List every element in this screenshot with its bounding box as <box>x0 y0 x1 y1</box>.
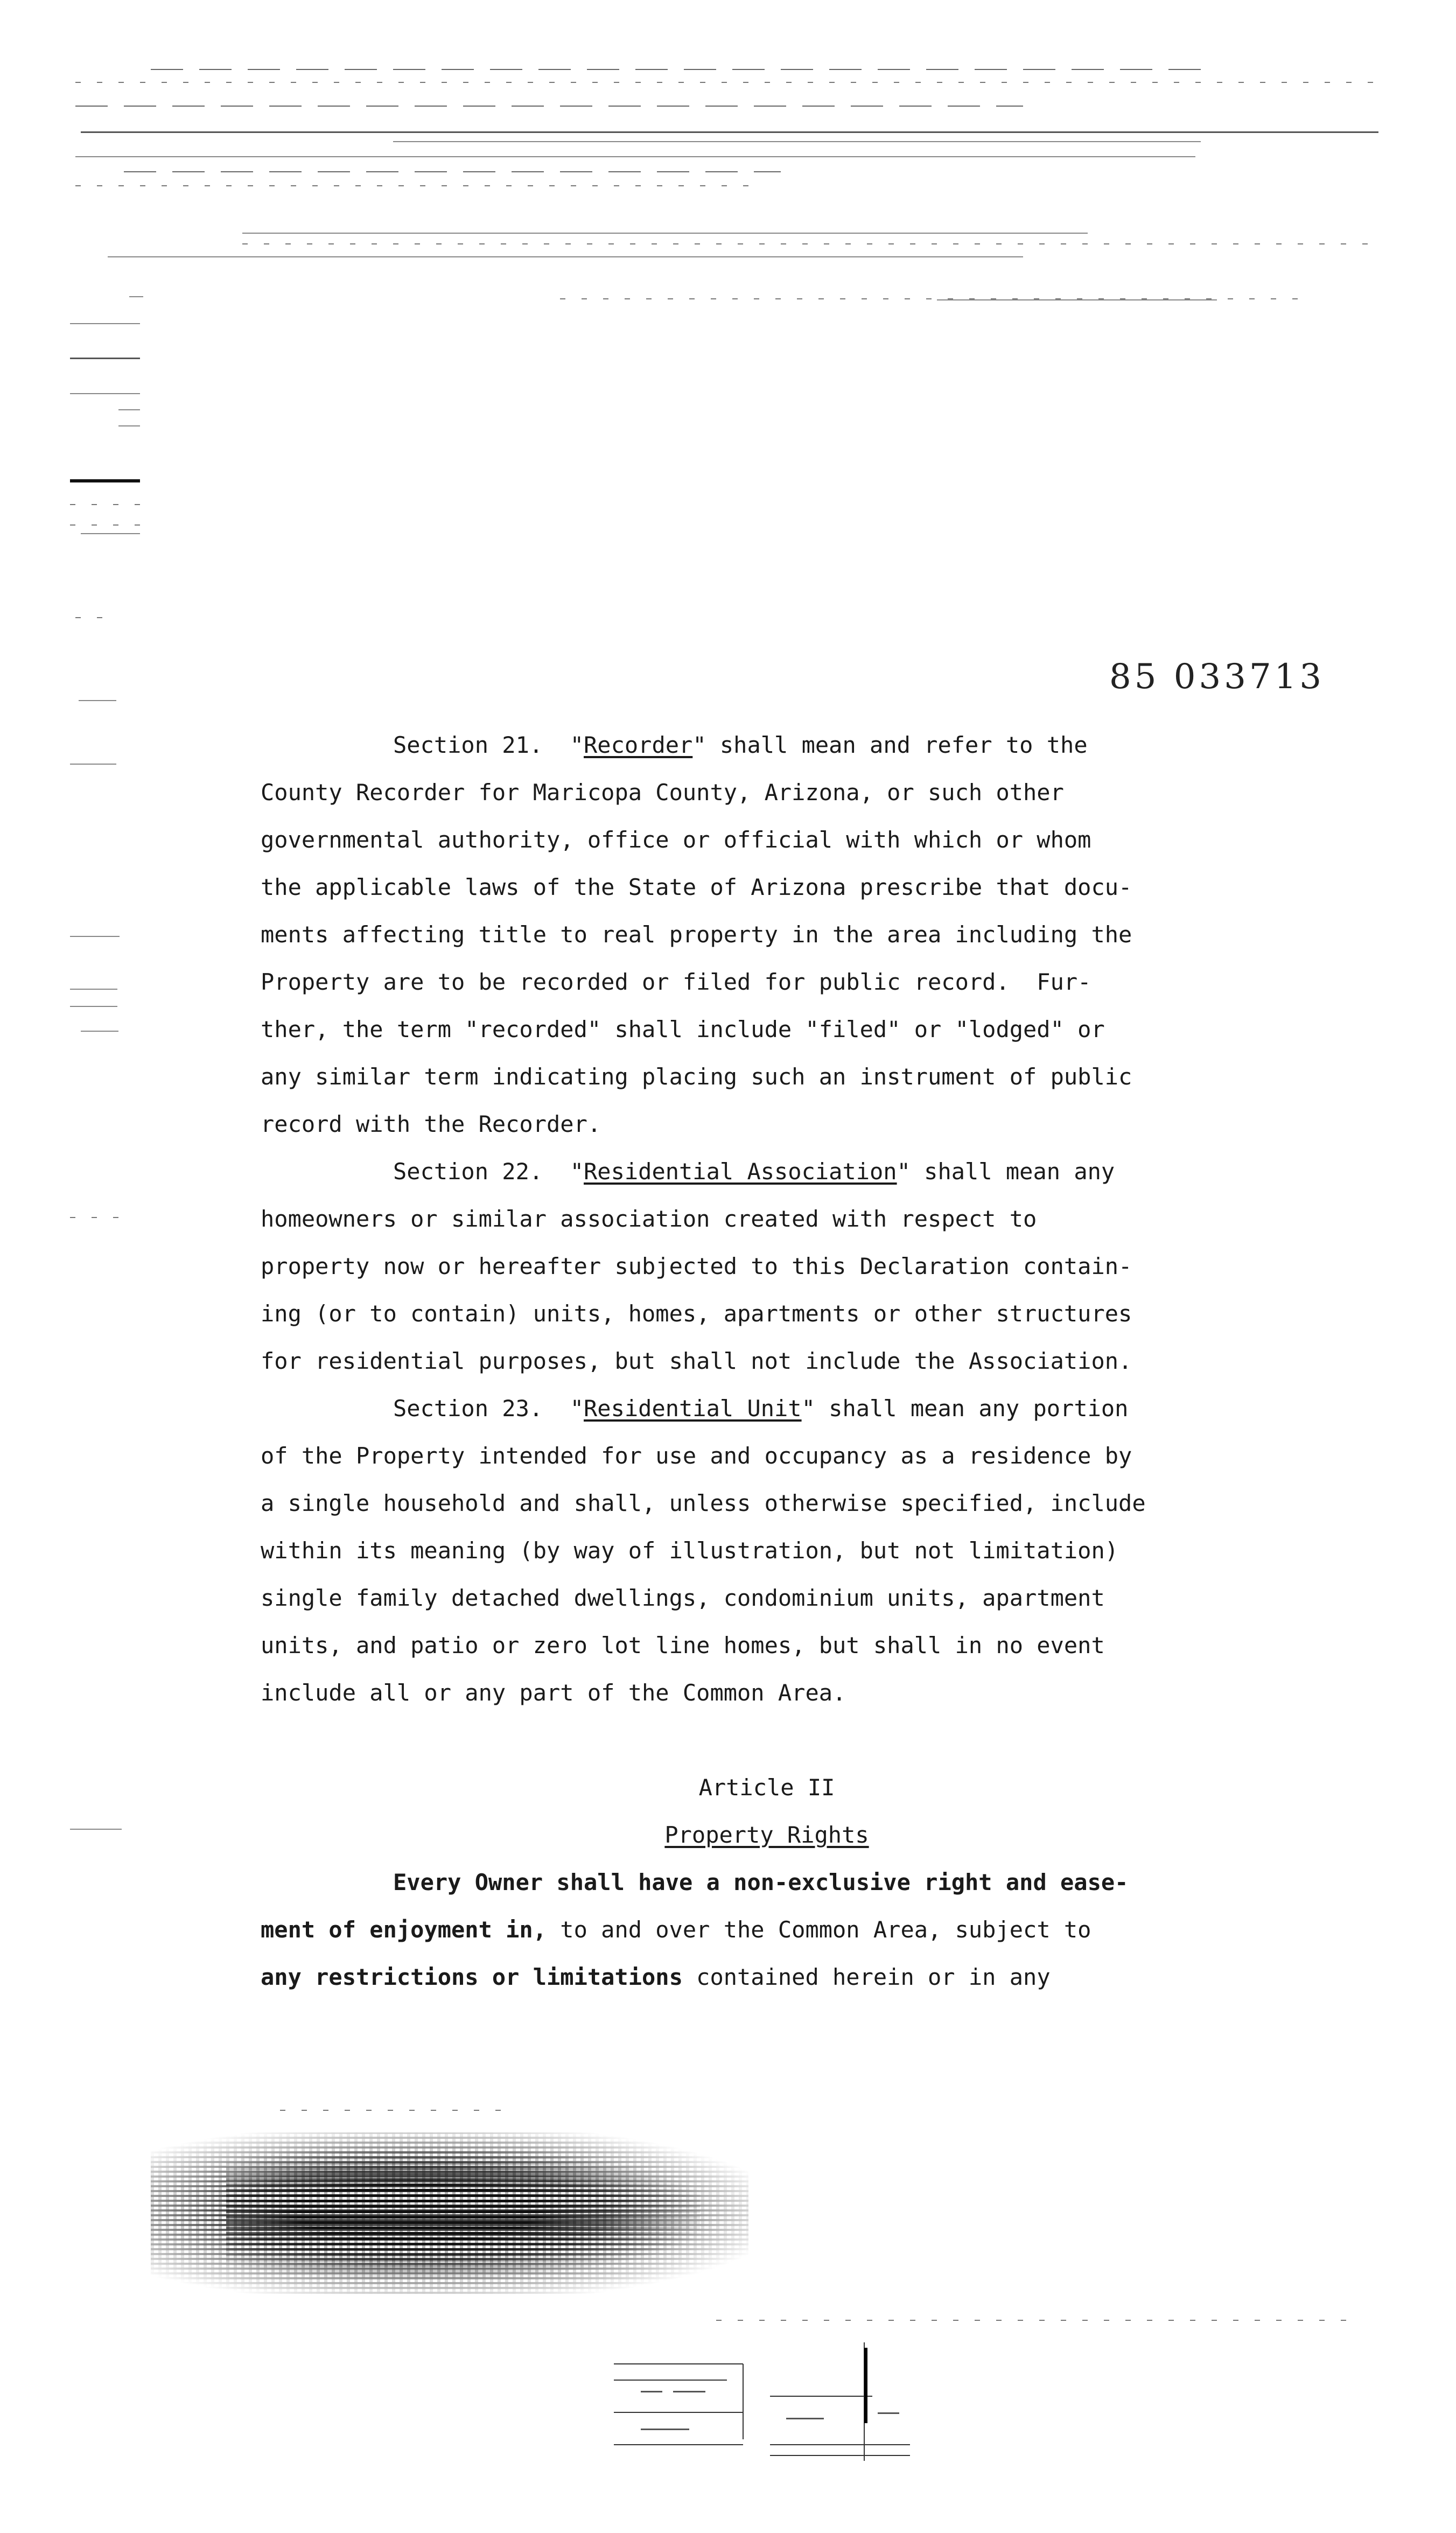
text-line: ther, the term "recorded" shall include "filed" or "lodged" or <box>261 1016 1105 1042</box>
document-body <box>261 722 1230 2001</box>
stamp-mark <box>608 2332 910 2472</box>
text-line: County Recorder for Maricopa County, Arizona, or such other <box>261 779 1064 806</box>
article-title: Property Rights <box>664 1822 869 1848</box>
text-line: ing (or to contain) units, homes, apartments or other structures <box>261 1300 1132 1327</box>
text-line: units, and patio or zero lot line homes, but shall in no event <box>261 1632 1105 1659</box>
paragraph-gap <box>261 1717 1230 1764</box>
text-line: Section 23. "Residential Unit" shall mean any portion <box>393 1395 1129 1422</box>
text-line: property now or hereafter subjected to this Declaration contain- <box>261 1253 1132 1279</box>
text-line: ments affecting title to real property in the area including the <box>261 921 1132 948</box>
text-line: include all or any part of the Common Area. <box>261 1680 846 1706</box>
section-23-paragraph <box>261 1385 1230 1717</box>
text-line: Section 21. "Recorder" shall mean and refer to the <box>393 732 1088 758</box>
text-line: for residential purposes, but shall not include the Association. <box>261 1348 1132 1374</box>
text-line: of the Property intended for use and occupancy as a residence by <box>261 1443 1132 1469</box>
text-line: any restrictions or limitations contained herein or in any <box>261 1964 1051 1990</box>
text-line: the applicable laws of the State of Arizona prescribe that docu- <box>261 874 1132 900</box>
text-line: single family detached dwellings, condominium units, apartment <box>261 1585 1105 1611</box>
text-line: homeowners or similar association created with respect to <box>261 1206 1037 1232</box>
text-line: a single household and shall, unless otherwise specified, include <box>261 1490 1146 1516</box>
text-line: Property are to be recorded or filed for public record. Fur- <box>261 969 1091 995</box>
section-22-paragraph <box>261 1148 1230 1385</box>
document-record-number: 85 033713 <box>1109 657 1325 697</box>
text-line: governmental authority, office or official with which or whom <box>261 827 1091 853</box>
article-ii-paragraph <box>261 1859 1230 2001</box>
text-line: within its meaning (by way of illustration, but not limitation) <box>261 1537 1119 1564</box>
scan-smudge-core <box>226 2149 700 2278</box>
article-number: Article II <box>698 1774 835 1801</box>
text-line: Every Owner shall have a non-exclusive right and ease- <box>393 1869 1129 1895</box>
text-line: Section 22. "Residential Association" shall mean any <box>393 1158 1115 1185</box>
text-line: any similar term indicating placing such an instrument of public <box>261 1063 1132 1090</box>
text-line: record with the Recorder. <box>261 1111 601 1137</box>
section-21-paragraph <box>261 722 1230 1148</box>
text-line: ment of enjoyment in, to and over the Common Area, subject to <box>261 1916 1091 1943</box>
